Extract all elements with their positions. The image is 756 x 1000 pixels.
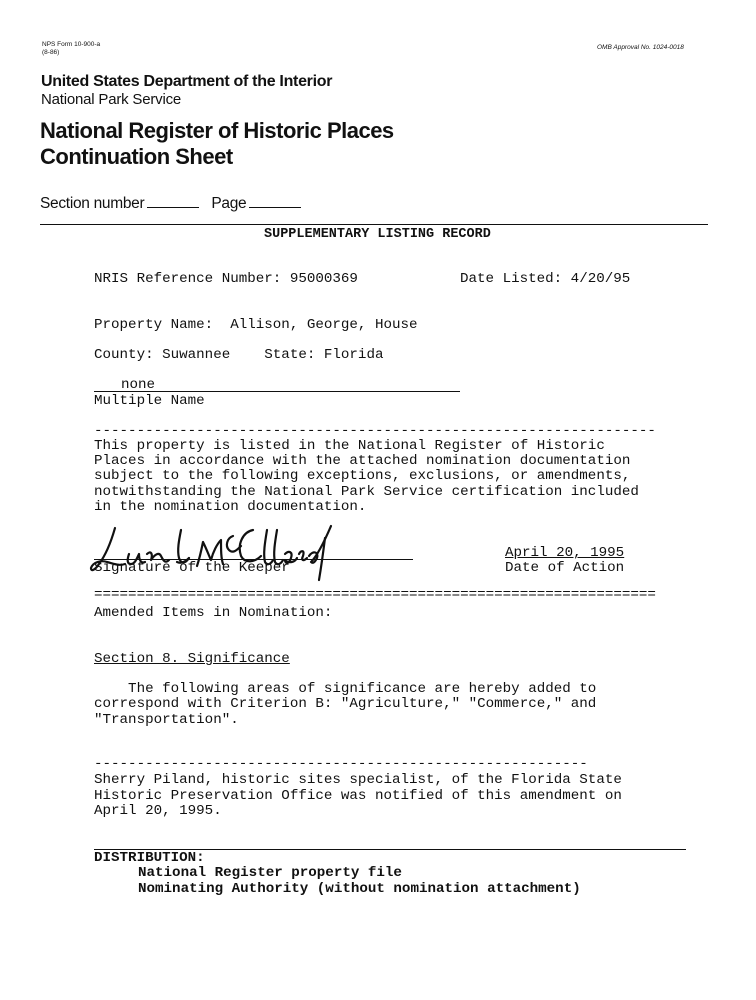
section-number-label: Section number bbox=[40, 195, 145, 212]
section-number-blank bbox=[147, 206, 199, 208]
department-name: United States Department of the Interior bbox=[41, 73, 333, 90]
action-date: April 20, 1995 bbox=[505, 545, 625, 561]
distribution-item: Nominating Authority (without nomination attachment) bbox=[138, 881, 581, 897]
action-date-label: Date of Action bbox=[505, 560, 625, 576]
header-rule bbox=[40, 224, 708, 225]
omb-approval: OMB Approval No. 1024-0018 bbox=[597, 44, 684, 51]
record-heading: SUPPLEMENTARY LISTING RECORD bbox=[264, 227, 491, 242]
amended-items-heading: Amended Items in Nomination: bbox=[94, 605, 333, 621]
page-label: Page bbox=[211, 195, 247, 212]
amendment-line-2: correspond with Criterion B: "Agriculture," "Commerce," and bbox=[94, 696, 597, 712]
signature-label: Signature of the Keeper bbox=[94, 560, 290, 576]
nris-number: NRIS Reference Number: 95000369 bbox=[94, 271, 358, 287]
property-name: Property Name: Allison, George, House bbox=[94, 317, 418, 333]
notice-line-3: April 20, 1995. bbox=[94, 803, 222, 819]
distribution-heading: DISTRIBUTION: bbox=[94, 850, 205, 866]
statement-line-2: Places in accordance with the attached nomination documentation bbox=[94, 453, 631, 469]
amendment-line-3: "Transportation". bbox=[94, 712, 239, 728]
page-blank bbox=[249, 206, 301, 208]
multiple-name-value: none bbox=[121, 377, 156, 393]
statement-line-5: in the nomination documentation. bbox=[94, 499, 367, 515]
amendment-line-1: The following areas of significance are hereby added to bbox=[94, 681, 597, 697]
statement-line-4: notwithstanding the National Park Service certification included bbox=[94, 484, 639, 500]
statement-line-1: This property is listed in the National Register of Historic bbox=[94, 438, 605, 454]
form-number: NPS Form 10-900-a (8-86) bbox=[42, 41, 101, 56]
notice-line-1: Sherry Piland, historic sites specialist, of the Florida State bbox=[94, 772, 622, 788]
multiple-name-label: Multiple Name bbox=[94, 393, 205, 409]
double-rule: ================================================================== bbox=[94, 587, 656, 603]
document-title: National Register of Historic Places bbox=[40, 118, 394, 143]
dash-rule-top: ------------------------------------------------------------------ bbox=[94, 423, 656, 439]
section-page-line bbox=[40, 195, 305, 213]
dash-rule-bottom: ---------------------------------------------------------- bbox=[94, 756, 588, 772]
service-name: National Park Service bbox=[41, 91, 182, 108]
statement-line-3: subject to the following exceptions, exclusions, or amendments, bbox=[94, 468, 631, 484]
notice-line-2: Historic Preservation Office was notified of this amendment on bbox=[94, 788, 622, 804]
multiple-name-line bbox=[94, 391, 460, 392]
date-listed: Date Listed: 4/20/95 bbox=[460, 271, 631, 287]
distribution-item: National Register property file bbox=[138, 865, 402, 881]
document-subtitle: Continuation Sheet bbox=[40, 144, 233, 169]
county-state: County: Suwannee State: Florida bbox=[94, 347, 384, 363]
section-significance-heading: Section 8. Significance bbox=[94, 651, 290, 667]
